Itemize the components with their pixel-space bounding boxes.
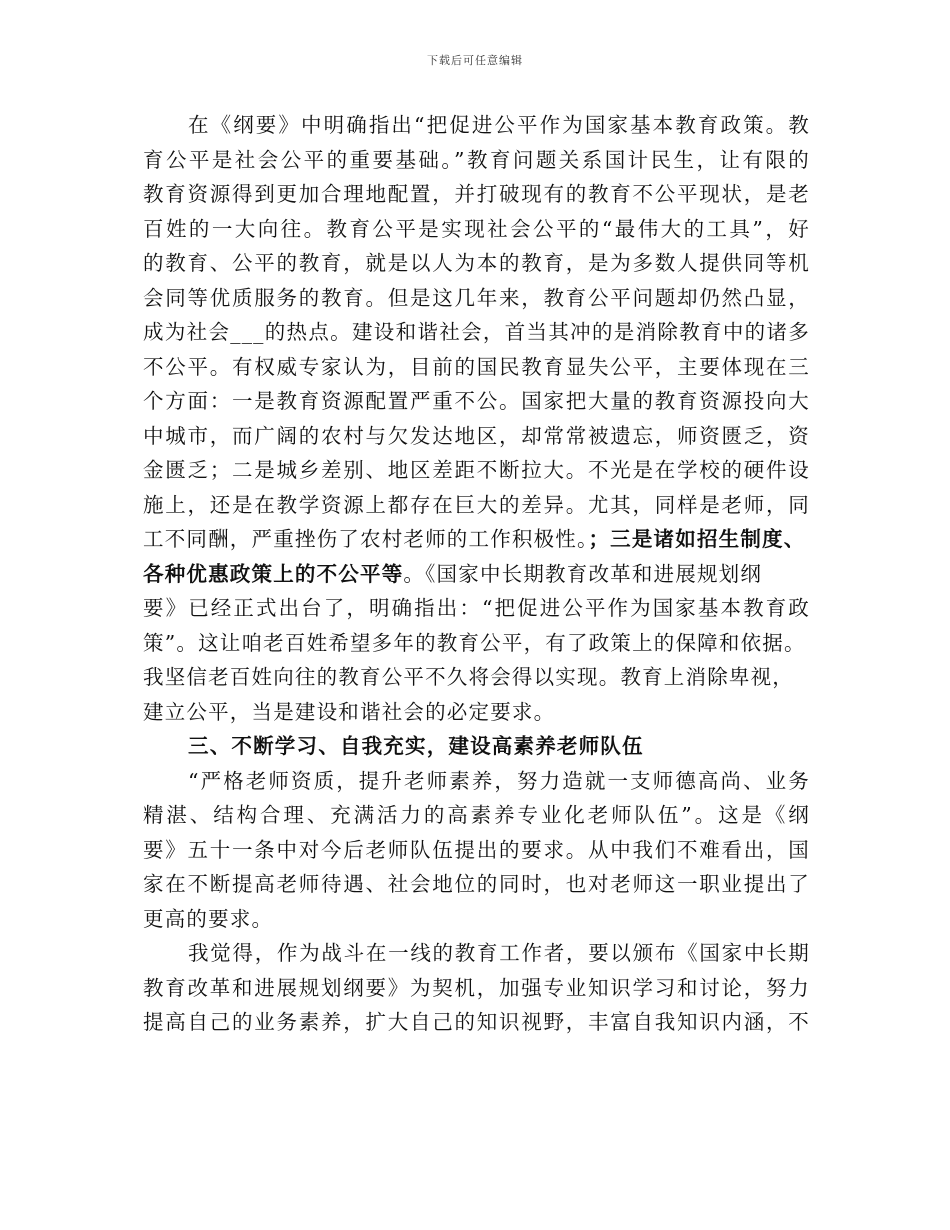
paragraph-line: 金匮乏；二是城乡差别、地区差距不断拉大。不光是在学校的硬件设	[143, 458, 810, 482]
paragraph-line: 不公平。有权威专家认为，目前的国民教育显失公平，主要体现在三	[143, 354, 810, 379]
paragraph-line: 育公平是社会公平的重要基础。”教育问题关系国计民生，让有限的	[143, 147, 810, 172]
paragraph-line: 中城市，而广阔的农村与欠发达地区，却常常被遗忘，师资匮乏，资	[143, 423, 810, 448]
normal-text: 工不同酬，严重挫伤了农村老师的工作积极性。	[143, 527, 589, 551]
paragraph-line: 家在不断提高老师待遇、社会地位的同时，也对老师这一职业提出了	[143, 872, 810, 896]
paragraph-line: 我觉得，作为战斗在一线的教育工作者，要以颁布《国家中长期	[188, 941, 810, 965]
paragraph-teacher-quality	[143, 764, 810, 937]
bold-text: ；三是诸如招生制度、	[588, 527, 806, 551]
paragraph-line: 要》五十一条中对今后老师队伍提出的要求。从中我们不难看出，国	[143, 837, 810, 862]
paragraph-line: 个方面：一是教育资源配置严重不公。国家把大量的教育资源投向大	[143, 389, 810, 413]
paragraph-line: 更高的要求。	[143, 906, 274, 931]
paragraph-education-equity	[143, 108, 810, 729]
paragraph-line: 要》已经正式出台了，明确指出：“把促进公平作为国家基本教育政	[143, 596, 810, 620]
section-heading: 三、不断学习、自我充实，建设高素养老师队伍	[188, 734, 644, 758]
paragraph-line: 我坚信老百姓向往的教育公平不久将会得以实现。教育上消除卑视，	[143, 665, 794, 689]
paragraph-line: 百姓的一大向往。教育公平是实现社会公平的“最伟大的工具”，好	[143, 216, 810, 241]
page-header: 下载后可任意编辑	[427, 54, 523, 67]
document-body	[143, 108, 810, 1040]
paragraph-line: 精湛、结构合理、充满活力的高素养专业化老师队伍”。这是《纲	[143, 803, 810, 827]
normal-text: 。《国家中长期教育改革和进展规划纲	[403, 561, 763, 586]
paragraph-line: 教育改革和进展规划纲要》为契机，加强专业知识学习和讨论，努力	[143, 975, 810, 1000]
paragraph-line: 成为社会___的热点。建设和谐社会，首当其冲的是消除教育中的诸多	[143, 320, 810, 344]
paragraph-line: 教育资源得到更加合理地配置，并打破现有的教育不公平现状，是老	[143, 182, 810, 206]
paragraph-line: “严格老师资质，提升老师素养，努力造就一支师德高尚、业务	[188, 768, 810, 793]
bold-text: 各种优惠政策上的不公平等	[143, 561, 404, 586]
paragraph-line: 会同等优质服务的教育。但是这几年来，教育公平问题却仍然凸显，	[143, 285, 810, 310]
paragraph-line: 提高自己的业务素养，扩大自己的知识视野，丰富自我知识内涵，不	[143, 1010, 810, 1034]
paragraph-line-mixed	[143, 522, 810, 557]
paragraph-professional-growth	[143, 936, 810, 1040]
paragraph-line-mixed	[143, 557, 810, 592]
paragraph-line: 的教育、公平的教育，就是以人为本的教育，是为多数人提供同等机	[143, 251, 810, 275]
paragraph-line: 策”。这让咱老百姓希望多年的教育公平，有了政策上的保障和依据。	[143, 630, 806, 655]
paragraph-line: 建立公平，当是建设和谐社会的必定要求。	[143, 699, 556, 724]
paragraph-line: 施上，还是在教学资源上都存在巨大的差异。尤其，同样是老师，同	[143, 492, 810, 517]
paragraph-line: 在《纲要》中明确指出“把促进公平作为国家基本教育政策。教	[188, 113, 810, 137]
